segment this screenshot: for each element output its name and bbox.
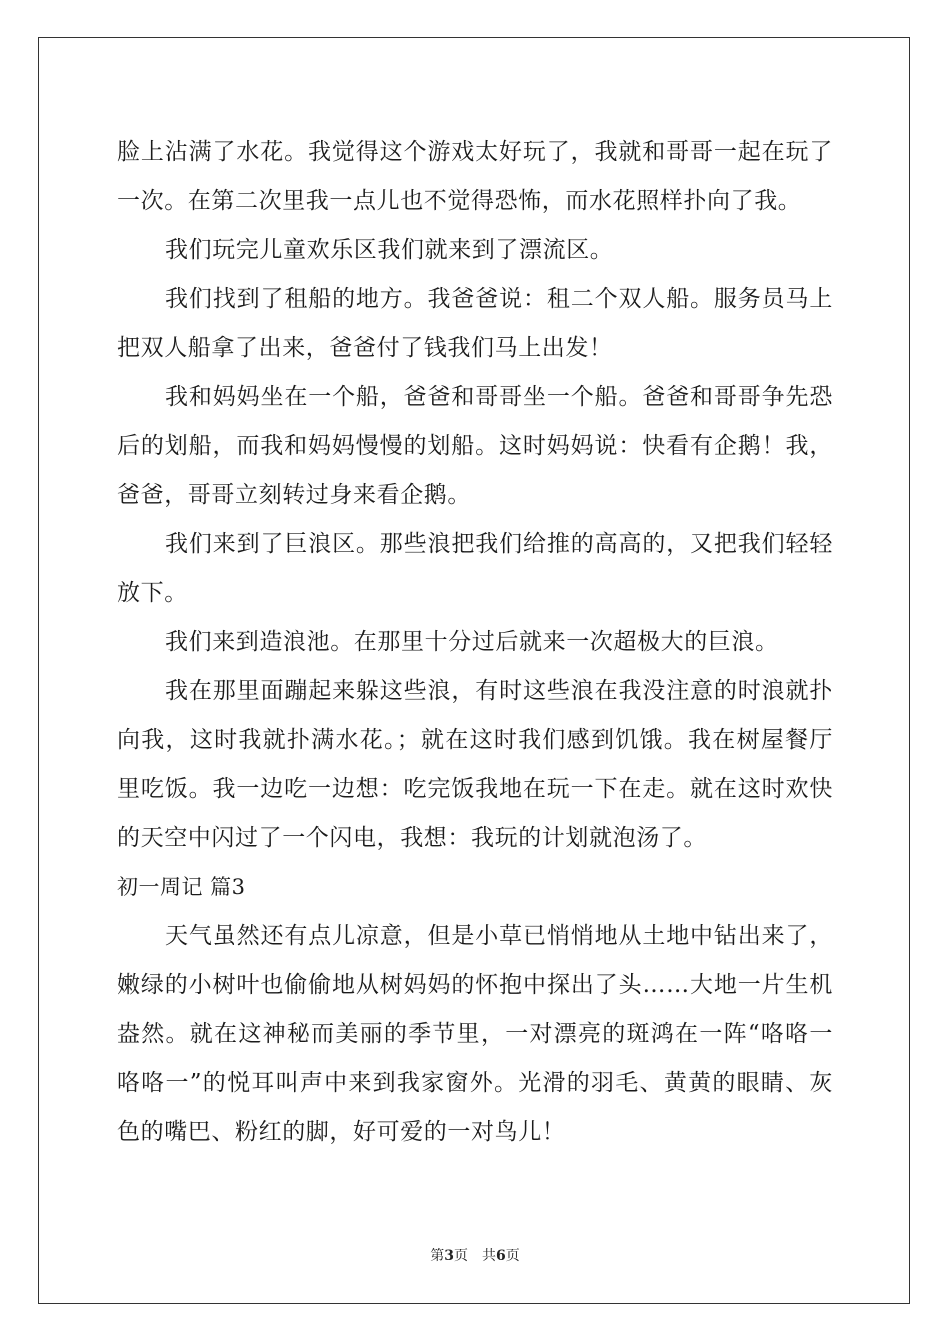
- total-suffix: 页: [505, 1248, 520, 1264]
- total-prefix: 共: [482, 1248, 496, 1264]
- paragraph-3: 我们找到了租船的地方。我爸爸说：租二个双人船。服务员马上把双人船拿了出来，爸爸付了钱我们马上出发！: [117, 286, 833, 361]
- paragraph-4: 我和妈妈坐在一个船，爸爸和哥哥坐一个船。爸爸和哥哥争先恐后的划船，而我和妈妈慢慢的划船。这时妈妈说：快看有企鹅！我，爸爸，哥哥立刻转过身来看企鹅。: [117, 384, 833, 508]
- page-current: 3: [444, 1248, 454, 1264]
- paragraph-7: 我在那里面蹦起来躲这些浪，有时这些浪在我没注意的时浪就扑向我，这时我就扑满水花。；就在这时我们感到饥饿。我在树屋餐厅里吃饭。我一边吃一边想：吃完饭我地在玩一下在走。就在这时欢快的天空中闪过了一个闪电，我想：我玩的计划就泡汤了。: [117, 678, 833, 851]
- section-paragraph-1: 天气虽然还有点儿凉意，但是小草已悄悄地从土地中钻出来了，嫩绿的小树叶也偷偷地从树妈妈的怀抱中探出了头……大地一片生机盎然。就在这神秘而美丽的季节里，一对漂亮的斑鸿在一阵“咯咯一咯咯一”的悦耳叫声中来到我家窗外。光滑的羽毛、黄黄的眼睛、灰色的嘴巴、粉红的脚，好可爱的一对鸟儿！: [117, 923, 833, 1145]
- paragraph-6: 我们来到造浪池。在那里十分过后就来一次超极大的巨浪。: [165, 629, 779, 655]
- page-total: 6: [496, 1248, 506, 1264]
- section-heading: 初一周记 篇3: [117, 875, 246, 899]
- page-suffix: 页: [454, 1248, 468, 1264]
- page-prefix: 第: [430, 1248, 445, 1264]
- page-footer: [0, 1245, 950, 1265]
- paragraph-1: 脸上沾满了水花。我觉得这个游戏太好玩了，我就和哥哥一起在玩了一次。在第二次里我一点儿也不觉得恐怖，而水花照样扑向了我。: [117, 139, 833, 214]
- paragraph-5: 我们来到了巨浪区。那些浪把我们给推的高高的，又把我们轻轻放下。: [117, 531, 833, 606]
- document-body: [117, 128, 833, 1157]
- paragraph-2: 我们玩完儿童欢乐区我们就来到了漂流区。: [165, 237, 614, 263]
